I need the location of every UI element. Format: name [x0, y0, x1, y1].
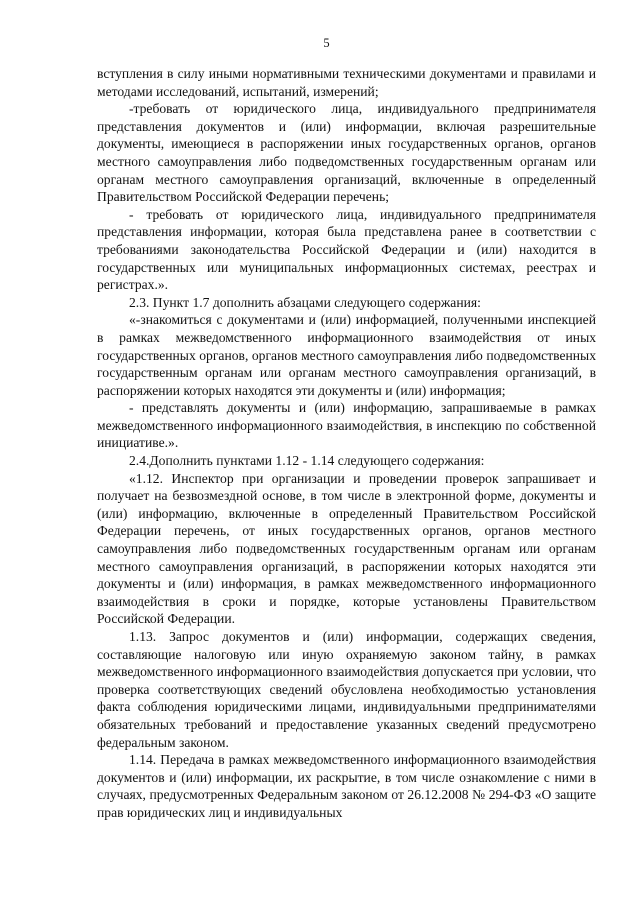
- paragraph-familiarize: «-знакомиться с документами и (или) информацией, полученными инспекцией в рамках межведомственного информационного взаимодействия от иных государственных органов, органов местного самоуправления либо подведомственных государственным органам или органам местного самоуправления организаций, в распоряжении которых находятся эти документы и (или) информация;: [97, 312, 596, 398]
- paragraph-require-information: - требовать от юридического лица, индивидуального предпринимателя представления информации, которая была представлена ранее в соответствии с требованиями законодательства Российской Федерации и (или) находится в государственных или муниципальных информационных системах, реестрах и регистрах.».: [97, 206, 596, 293]
- paragraph-item-1-13: 1.13. Запрос документов и (или) информации, содержащих сведения, составляющие налоговую или иную охраняемую законом тайну, в рамках межведомственного информационного взаимодействия допускается при условии, что проверка соответствующих сведений обусловлена необходимостью установления факта соблюдения юридическими лицами, индивидуальными предпринимателями обязательных требований и предоставление указанных сведений предусмотрено федеральным законом.: [97, 629, 596, 750]
- paragraph-section-2-3: 2.3. Пункт 1.7 дополнить абзацами следующего содержания:: [129, 294, 481, 310]
- paragraph-continuation: вступления в силу иными нормативными техническими документами и правилами и методами исследований, испытаний, измерений;: [97, 66, 596, 99]
- paragraph-item-1-12: «1.12. Инспектор при организации и проведении проверок запрашивает и получает на безвозмездной основе, в том числе в электронной форме, документы и (или) информацию, включенные в определенный Правительством Российской Федерации перечень, от иных государственных органов, органов местного самоуправления либо подведомственных государственным органам или органам местного самоуправления организаций, в распоряжении которых находятся эти документы и (или) информация, в рамках межведомственного информационного взаимодействия в сроки и порядке, которые установлены Правительством Российской Федерации.: [97, 470, 596, 627]
- paragraph-submit-documents: - представлять документы и (или) информацию, запрашиваемые в рамках межведомственного информационного взаимодействия, в инспекцию по собственной инициативе.».: [97, 400, 596, 451]
- paragraph-item-1-14: 1.14. Передача в рамках межведомственного информационного взаимодействия документов и (или) информации, их раскрытие, в том числе ознакомление с ними в случаях, предусмотренных Федеральным законом от 26.12.2008 № 294-ФЗ «О защите прав юридических лиц и индивидуальных: [97, 752, 596, 820]
- page-number: 5: [323, 36, 330, 50]
- paragraph-section-2-4: 2.4.Дополнить пунктами 1.12 - 1.14 следующего содержания:: [129, 453, 485, 469]
- paragraph-require-documents: -требовать от юридического лица, индивидуального предпринимателя представления документов и (или) информации, включая разрешительные документы, имеющиеся в распоряжении иных государственных органов, органов местного самоуправления либо подведомственных государственным органам или органам местного самоуправления организаций, включенные в определенный Правительством Российской Федерации перечень;: [97, 101, 596, 205]
